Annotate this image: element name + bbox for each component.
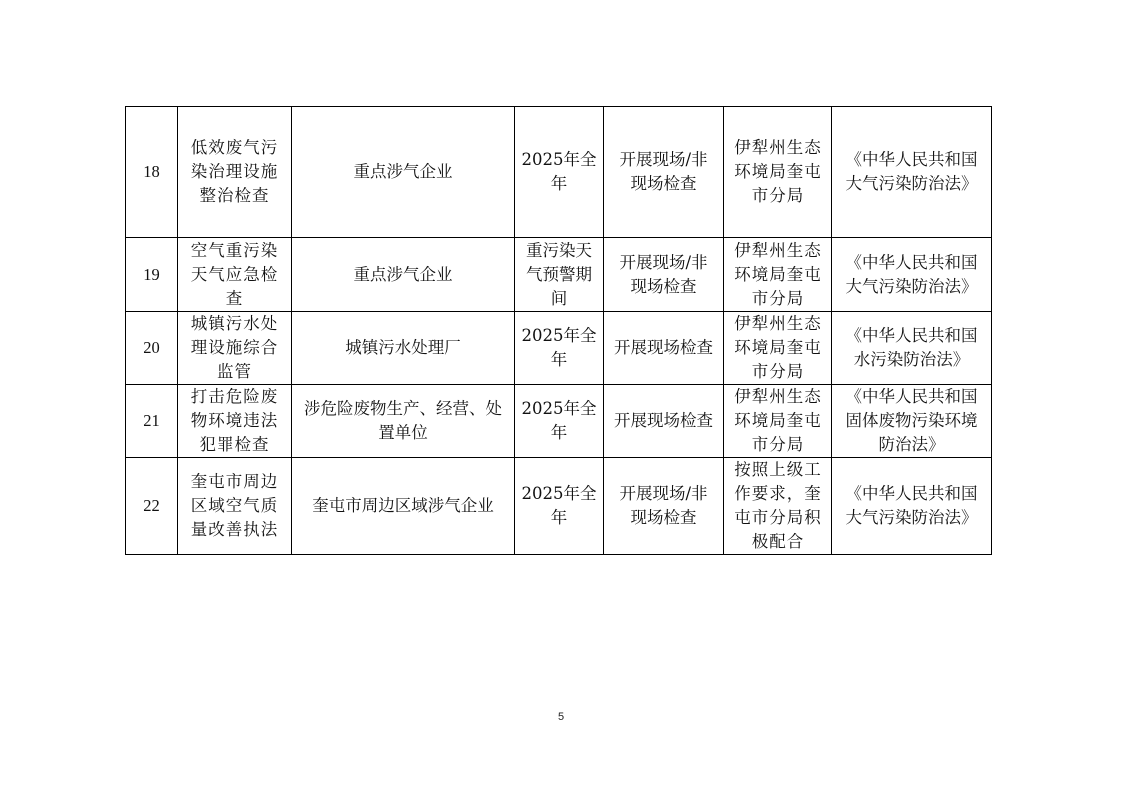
inspection-method: 开展现场/非现场检查 (604, 238, 724, 312)
inspection-method: 开展现场/非现场检查 (604, 458, 724, 555)
table-row (126, 238, 992, 312)
inspection-item: 低效废气污染治理设施整治检查 (178, 107, 292, 238)
inspection-time: 2025年全年 (515, 385, 604, 458)
inspection-plan-table (125, 106, 992, 555)
table-row (126, 107, 992, 238)
row-number: 19 (126, 238, 178, 312)
page-number: 5 (557, 711, 565, 723)
row-number: 22 (126, 458, 178, 555)
inspection-target: 城镇污水处理厂 (292, 312, 515, 385)
inspection-time: 2025年全年 (515, 312, 604, 385)
inspection-time: 重污染天气预警期间 (515, 238, 604, 312)
table-row (126, 312, 992, 385)
legal-basis: 《中华人民共和国大气污染防治法》 (832, 107, 992, 238)
inspection-item: 空气重污染天气应急检查 (178, 238, 292, 312)
legal-basis: 《中华人民共和国大气污染防治法》 (832, 238, 992, 312)
responsible-department: 伊犁州生态环境局奎屯市分局 (724, 312, 832, 385)
inspection-item: 奎屯市周边区域空气质量改善执法 (178, 458, 292, 555)
inspection-time: 2025年全年 (515, 107, 604, 238)
legal-basis: 《中华人民共和国水污染防治法》 (832, 312, 992, 385)
legal-basis: 《中华人民共和国固体废物污染环境防治法》 (832, 385, 992, 458)
responsible-department: 伊犁州生态环境局奎屯市分局 (724, 107, 832, 238)
row-number: 20 (126, 312, 178, 385)
responsible-department: 伊犁州生态环境局奎屯市分局 (724, 238, 832, 312)
responsible-department: 按照上级工作要求，奎屯市分局积极配合 (724, 458, 832, 555)
inspection-target: 重点涉气企业 (292, 107, 515, 238)
inspection-target: 重点涉气企业 (292, 238, 515, 312)
inspection-target: 涉危险废物生产、经营、处置单位 (292, 385, 515, 458)
legal-basis: 《中华人民共和国大气污染防治法》 (832, 458, 992, 555)
table-row (126, 458, 992, 555)
inspection-time: 2025年全年 (515, 458, 604, 555)
inspection-item: 城镇污水处理设施综合监管 (178, 312, 292, 385)
row-number: 21 (126, 385, 178, 458)
inspection-target: 奎屯市周边区域涉气企业 (292, 458, 515, 555)
inspection-method: 开展现场检查 (604, 312, 724, 385)
table-row (126, 385, 992, 458)
responsible-department: 伊犁州生态环境局奎屯市分局 (724, 385, 832, 458)
inspection-method: 开展现场检查 (604, 385, 724, 458)
inspection-method: 开展现场/非现场检查 (604, 107, 724, 238)
row-number: 18 (126, 107, 178, 238)
inspection-item: 打击危险废物环境违法犯罪检查 (178, 385, 292, 458)
